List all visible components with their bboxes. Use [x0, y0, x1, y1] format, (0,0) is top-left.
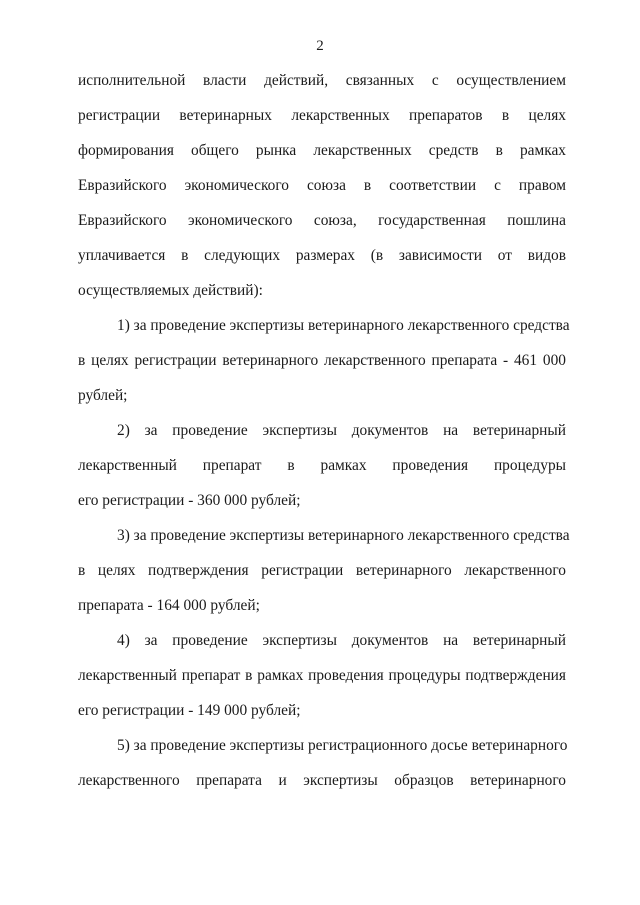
text-line: 2) за проведение экспертизы документов на ветеринарный: [117, 422, 566, 439]
text-line: формирования общего рынка лекарственных средств в рамках: [78, 142, 566, 159]
text-line: осуществляемых действий):: [78, 282, 263, 299]
page-number: 2: [316, 38, 324, 54]
text-line: его регистрации - 149 000 рублей;: [78, 702, 301, 719]
list-item: [78, 420, 566, 525]
text-line: его регистрации - 360 000 рублей;: [78, 492, 301, 509]
list-item: [78, 525, 570, 630]
text-line: регистрации ветеринарных лекарственных препаратов в целях: [78, 107, 566, 124]
document-body: [78, 70, 570, 805]
text-line: Евразийского экономического союза, государственная пошлина: [78, 212, 566, 229]
text-line: лекарственный препарат в рамках проведения процедуры подтверждения: [78, 667, 566, 684]
text-line: рублей;: [78, 387, 128, 404]
text-line: 3) за проведение экспертизы ветеринарного лекарственного средства: [117, 527, 570, 544]
list-item: [78, 735, 566, 805]
text-line: 4) за проведение экспертизы документов на ветеринарный: [117, 632, 566, 649]
text-line: в целях регистрации ветеринарного лекарственного препарата - 461 000: [78, 352, 566, 369]
text-line: Евразийского экономического союза в соответствии с правом: [78, 177, 566, 194]
text-line: 5) за проведение экспертизы регистрационного досье ветеринарного: [117, 737, 568, 754]
text-line: уплачивается в следующих размерах (в зависимости от видов: [78, 247, 566, 264]
list-item: [78, 630, 566, 735]
text-line: исполнительной власти действий, связанных с осуществлением: [78, 72, 566, 89]
paragraph: [78, 70, 566, 315]
text-line: лекарственный препарат в рамках проведения процедуры: [78, 457, 566, 474]
text-line: 1) за проведение экспертизы ветеринарного лекарственного средства: [117, 317, 570, 334]
list-item: [78, 315, 570, 420]
text-line: лекарственного препарата и экспертизы образцов ветеринарного: [78, 772, 566, 789]
text-line: в целях подтверждения регистрации ветеринарного лекарственного: [78, 562, 566, 579]
text-line: препарата - 164 000 рублей;: [78, 597, 260, 614]
